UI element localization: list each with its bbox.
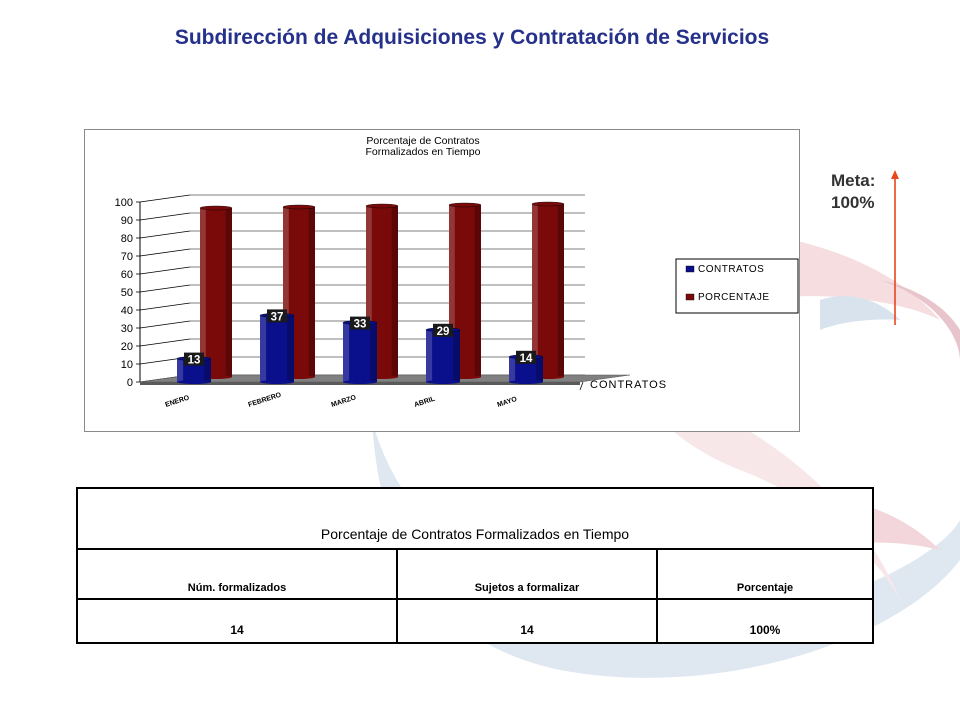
x-category-label: ENERO	[164, 394, 191, 409]
y-tick-label: 0	[126, 377, 133, 389]
contracts-bar-chart	[85, 130, 799, 431]
value-sujetos: 14	[397, 599, 657, 643]
column-header-porcentaje: Porcentaje	[657, 549, 873, 599]
y-tick-label: 90	[120, 215, 133, 227]
x-category-label: ABRIL	[413, 395, 436, 409]
gridline-diagonal	[140, 285, 190, 292]
data-label: 13	[187, 354, 201, 367]
chart-panel	[84, 129, 800, 432]
gridline-diagonal	[140, 339, 190, 346]
chart-legend	[676, 259, 798, 313]
chart-y-axis	[115, 197, 140, 389]
legend-label: PORCENTAJE	[698, 292, 770, 303]
gridline-diagonal	[140, 303, 190, 310]
column-header-sujetos: Sujetos a formalizar	[397, 549, 657, 599]
gridline-diagonal	[140, 231, 190, 238]
depth-axis-label: CONTRATOS	[590, 379, 668, 391]
page-title: Subdirección de Adquisiciones y Contratación de Servicios	[174, 26, 770, 49]
y-tick-label: 20	[120, 341, 133, 353]
y-tick-label: 10	[120, 359, 133, 371]
value-formalizados: 14	[77, 599, 397, 643]
y-tick-label: 40	[120, 305, 133, 317]
goal-up-arrow-icon	[888, 170, 902, 325]
bar-contratos	[260, 313, 294, 384]
legend-label: CONTRATOS	[698, 264, 765, 275]
gridline-diagonal	[140, 195, 190, 202]
y-tick-label: 60	[120, 269, 133, 281]
legend-swatch	[686, 266, 694, 272]
y-tick-label: 80	[120, 233, 133, 245]
chart-title	[366, 135, 481, 158]
legend-swatch	[686, 294, 694, 300]
bar-porcentaje	[200, 206, 232, 379]
data-label: 33	[353, 318, 367, 331]
chart-title-line: Formalizados en Tiempo	[365, 146, 481, 158]
goal-label	[831, 170, 875, 214]
gridline-diagonal	[140, 267, 190, 274]
gridline-diagonal	[140, 249, 190, 256]
gridline-diagonal	[140, 321, 190, 328]
data-label: 29	[436, 325, 450, 338]
data-label: 14	[519, 352, 533, 365]
gridline-diagonal	[140, 213, 190, 220]
contracts-summary-table	[76, 487, 874, 644]
y-tick-label: 30	[120, 323, 133, 335]
goal-value: 100%	[831, 193, 875, 212]
x-category-label: MARZO	[330, 394, 358, 409]
y-tick-label: 100	[114, 197, 133, 209]
y-tick-label: 70	[120, 251, 133, 263]
table-title: Porcentaje de Contratos Formalizados en Tiempo	[77, 488, 873, 549]
value-porcentaje: 100%	[657, 599, 873, 643]
x-category-label: MAYO	[496, 395, 518, 409]
goal-title: Meta:	[831, 171, 876, 190]
column-header-formalizados: Núm. formalizados	[77, 549, 397, 599]
chart-x-labels	[164, 391, 518, 408]
bar-porcentaje	[532, 202, 564, 379]
data-label: 37	[270, 311, 284, 324]
chart-title-line: Porcentaje de Contratos	[366, 135, 480, 147]
depth-axis-tick	[580, 382, 583, 390]
y-tick-label: 50	[120, 287, 133, 299]
x-category-label: FEBRERO	[247, 391, 283, 409]
